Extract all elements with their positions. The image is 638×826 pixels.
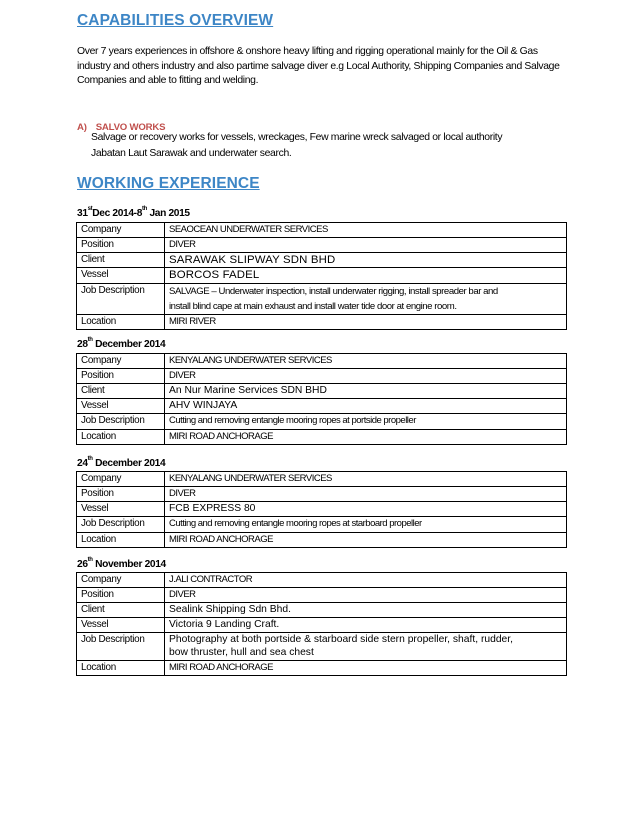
table-row: Client SARAWAK SLIPWAY SDN BHD	[77, 253, 567, 268]
entry-date: 28th December 2014	[77, 337, 166, 350]
table-row: Position DIVER	[77, 238, 567, 253]
list-marker: A)	[77, 122, 87, 133]
table-row: Position DIVER	[77, 588, 567, 603]
table-row: Client An Nur Marine Services SDN BHD	[77, 384, 567, 399]
entry-date: 24th December 2014	[77, 456, 166, 469]
table-row: Location MIRI RIVER	[77, 315, 567, 330]
table-row: Job Description Cutting and removing entangle mooring ropes at portside propeller	[77, 414, 567, 430]
table-row: Company J.ALI CONTRACTOR	[77, 573, 567, 588]
table-row: Company SEAOCEAN UNDERWATER SERVICES	[77, 223, 567, 238]
salvo-works-line: Salvage or recovery works for vessels, wreckages, Few marine wreck salvaged or local authority	[91, 132, 503, 143]
table-row: Location MIRI ROAD ANCHORAGE	[77, 661, 567, 676]
table-row: Vessel Victoria 9 Landing Craft.	[77, 618, 567, 633]
table-row: Location MIRI ROAD ANCHORAGE	[77, 430, 567, 445]
table-row: Company KENYALANG UNDERWATER SERVICES	[77, 472, 567, 487]
table-row: Location MIRI ROAD ANCHORAGE	[77, 533, 567, 548]
salvo-works-text	[91, 130, 571, 163]
table-row: Job Description Cutting and removing entangle mooring ropes at starboard propeller	[77, 517, 567, 533]
salvo-works-title: SALVO WORKS	[95, 122, 166, 133]
capabilities-paragraph: Over 7 years experiences in offshore & onshore heavy lifting and rigging operational mainly for the Oil & Gas industry and others industry and also partime salvage diver e.g Local Authority, Shipping Companies and Salvage Companies and able to fitting and welding.	[77, 46, 560, 87]
entry-date: 31stDec 2014-8th Jan 2015	[77, 206, 190, 219]
experience-table	[76, 353, 567, 445]
experience-table	[76, 471, 567, 548]
table-row: Vessel BORCOS FADEL	[77, 268, 567, 284]
table-row: Company KENYALANG UNDERWATER SERVICES	[77, 354, 567, 369]
table-row: Vessel FCB EXPRESS 80	[77, 502, 567, 517]
table-row: Job Description SALVAGE – Underwater inspection, install underwater rigging, install spreader bar and install blind cape at main exhaust and install water tide door at engine room.	[77, 284, 567, 315]
table-row: Client Sealink Shipping Sdn Bhd.	[77, 603, 567, 618]
entry-date: 26th November 2014	[77, 557, 166, 570]
table-row: Position DIVER	[77, 487, 567, 502]
salvo-works-line: Jabatan Laut Sarawak and underwater search.	[91, 148, 292, 160]
capabilities-heading: CAPABILITIES OVERVIEW	[77, 12, 274, 29]
table-row: Vessel AHV WINJAYA	[77, 399, 567, 414]
working-experience-heading: WORKING EXPERIENCE	[77, 175, 260, 192]
experience-table	[76, 222, 567, 330]
experience-table	[76, 572, 567, 676]
table-row: Position DIVER	[77, 369, 567, 384]
table-row: Job Description Photography at both portside & starboard side stern propeller, shaft, rudder, bow thruster, hull and sea chest	[77, 633, 567, 661]
